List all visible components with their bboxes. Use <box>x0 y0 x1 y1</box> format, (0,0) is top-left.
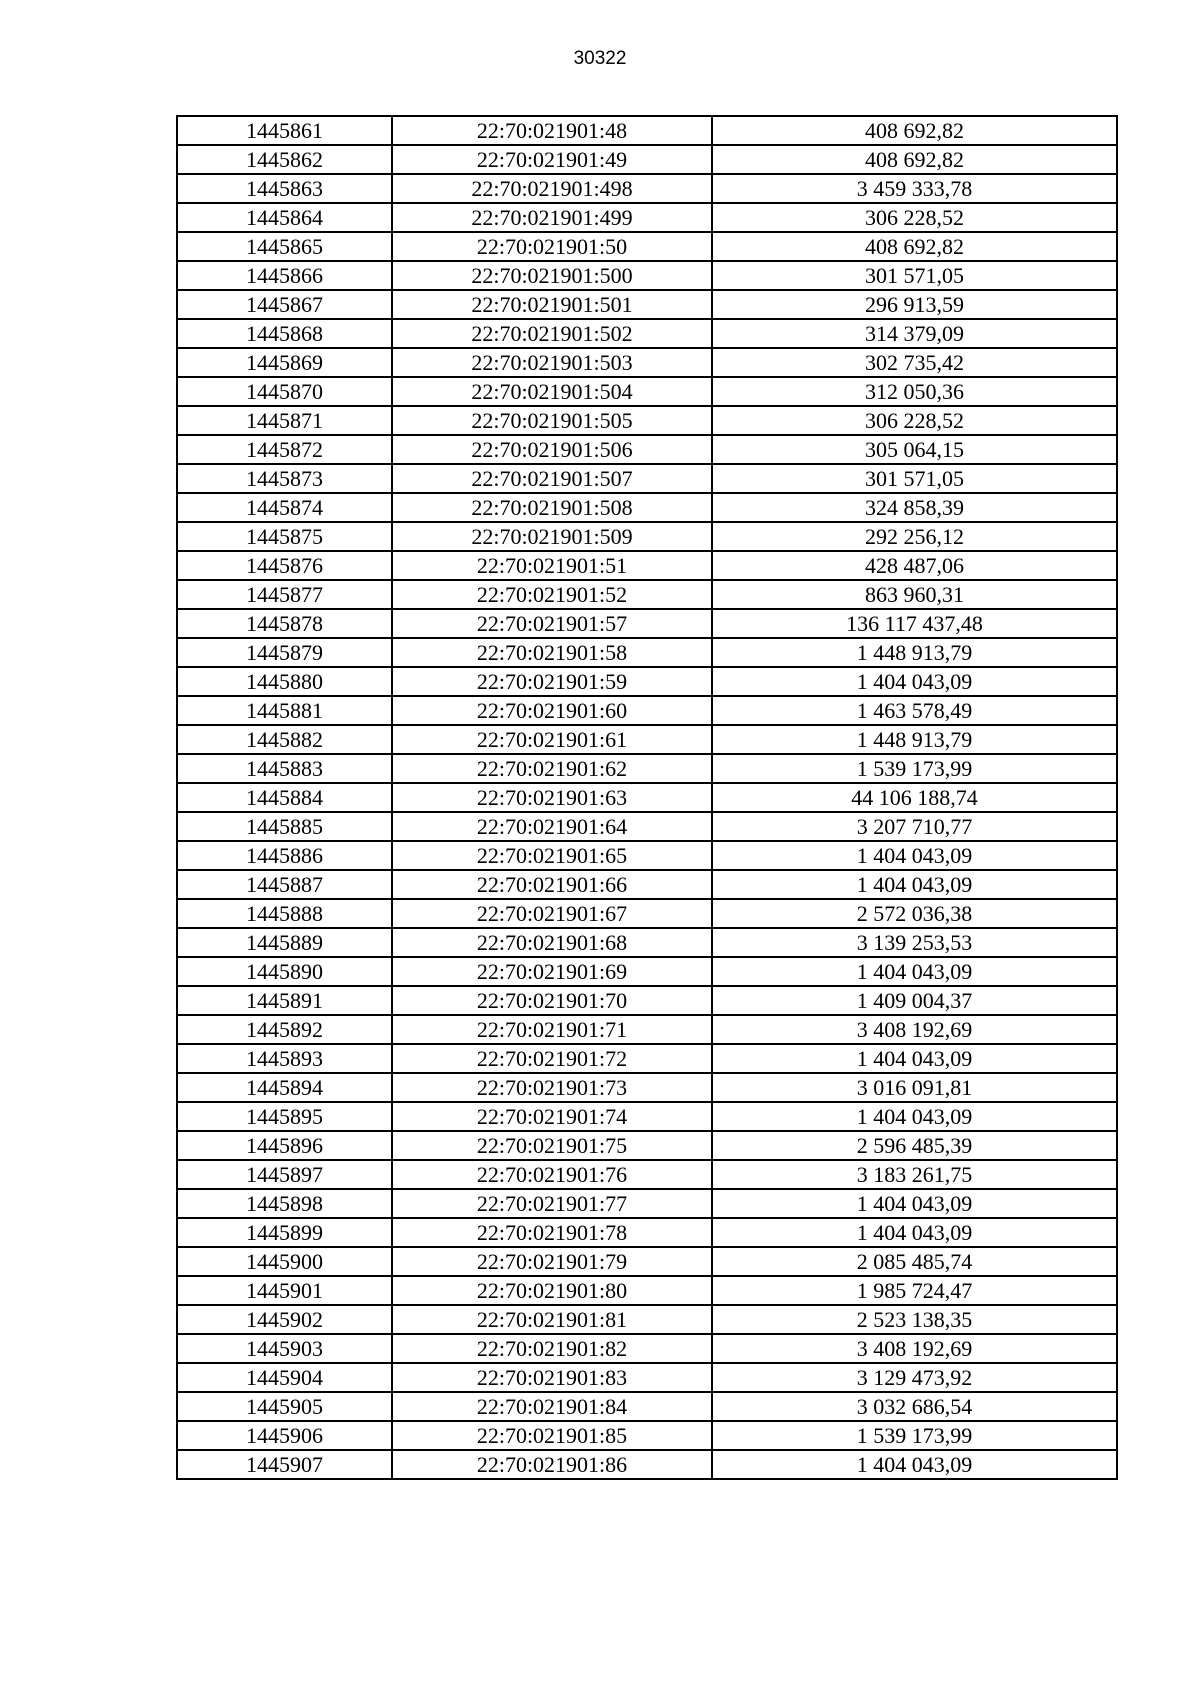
cadastral-number-cell: 22:70:021901:58 <box>392 638 712 667</box>
cadastral-number-cell: 22:70:021901:60 <box>392 696 712 725</box>
cadastral-number-cell: 22:70:021901:500 <box>392 261 712 290</box>
value-cell: 1 404 043,09 <box>712 870 1117 899</box>
table-row <box>177 1392 1117 1421</box>
table-row <box>177 725 1117 754</box>
record-number-cell: 1445865 <box>177 232 392 261</box>
value-cell: 136 117 437,48 <box>712 609 1117 638</box>
record-number-cell: 1445891 <box>177 986 392 1015</box>
value-cell: 1 463 578,49 <box>712 696 1117 725</box>
table-row <box>177 464 1117 493</box>
cadastral-number-cell: 22:70:021901:499 <box>392 203 712 232</box>
value-cell: 324 858,39 <box>712 493 1117 522</box>
record-number-cell: 1445877 <box>177 580 392 609</box>
record-number-cell: 1445900 <box>177 1247 392 1276</box>
table-row <box>177 928 1117 957</box>
record-number-cell: 1445861 <box>177 116 392 145</box>
value-cell: 428 487,06 <box>712 551 1117 580</box>
table-row <box>177 1131 1117 1160</box>
table-row <box>177 1218 1117 1247</box>
table-row <box>177 1073 1117 1102</box>
record-number-cell: 1445898 <box>177 1189 392 1218</box>
value-cell: 301 571,05 <box>712 261 1117 290</box>
record-number-cell: 1445887 <box>177 870 392 899</box>
record-number-cell: 1445895 <box>177 1102 392 1131</box>
cadastral-number-cell: 22:70:021901:79 <box>392 1247 712 1276</box>
value-cell: 3 032 686,54 <box>712 1392 1117 1421</box>
value-cell: 2 523 138,35 <box>712 1305 1117 1334</box>
cadastral-number-cell: 22:70:021901:73 <box>392 1073 712 1102</box>
table-row <box>177 1305 1117 1334</box>
table-row <box>177 406 1117 435</box>
value-cell: 296 913,59 <box>712 290 1117 319</box>
table-row <box>177 232 1117 261</box>
value-cell: 305 064,15 <box>712 435 1117 464</box>
table-row <box>177 1247 1117 1276</box>
value-cell: 408 692,82 <box>712 232 1117 261</box>
record-number-cell: 1445884 <box>177 783 392 812</box>
record-number-cell: 1445901 <box>177 1276 392 1305</box>
value-cell: 301 571,05 <box>712 464 1117 493</box>
value-cell: 3 139 253,53 <box>712 928 1117 957</box>
table-row <box>177 696 1117 725</box>
record-number-cell: 1445902 <box>177 1305 392 1334</box>
table-row <box>177 812 1117 841</box>
cadastral-number-cell: 22:70:021901:51 <box>392 551 712 580</box>
cadastral-number-cell: 22:70:021901:78 <box>392 1218 712 1247</box>
table-row <box>177 899 1117 928</box>
record-number-cell: 1445871 <box>177 406 392 435</box>
table-body <box>177 116 1117 1479</box>
value-cell: 3 408 192,69 <box>712 1015 1117 1044</box>
table-row <box>177 348 1117 377</box>
value-cell: 292 256,12 <box>712 522 1117 551</box>
value-cell: 1 448 913,79 <box>712 725 1117 754</box>
cadastral-number-cell: 22:70:021901:83 <box>392 1363 712 1392</box>
table-row <box>177 1363 1117 1392</box>
value-cell: 1 539 173,99 <box>712 1421 1117 1450</box>
cadastral-number-cell: 22:70:021901:502 <box>392 319 712 348</box>
data-table <box>176 115 1118 1480</box>
record-number-cell: 1445868 <box>177 319 392 348</box>
table-row <box>177 493 1117 522</box>
table-row <box>177 1421 1117 1450</box>
cadastral-number-cell: 22:70:021901:65 <box>392 841 712 870</box>
table-row <box>177 377 1117 406</box>
record-number-cell: 1445869 <box>177 348 392 377</box>
cadastral-number-cell: 22:70:021901:75 <box>392 1131 712 1160</box>
record-number-cell: 1445874 <box>177 493 392 522</box>
record-number-cell: 1445886 <box>177 841 392 870</box>
table-row <box>177 1160 1117 1189</box>
record-number-cell: 1445905 <box>177 1392 392 1421</box>
cadastral-number-cell: 22:70:021901:80 <box>392 1276 712 1305</box>
cadastral-number-cell: 22:70:021901:86 <box>392 1450 712 1479</box>
value-cell: 408 692,82 <box>712 116 1117 145</box>
table-row <box>177 1450 1117 1479</box>
table-row <box>177 957 1117 986</box>
value-cell: 1 404 043,09 <box>712 1044 1117 1073</box>
cadastral-number-cell: 22:70:021901:76 <box>392 1160 712 1189</box>
record-number-cell: 1445867 <box>177 290 392 319</box>
cadastral-number-cell: 22:70:021901:503 <box>392 348 712 377</box>
cadastral-number-cell: 22:70:021901:59 <box>392 667 712 696</box>
table-row <box>177 1015 1117 1044</box>
table-row <box>177 1102 1117 1131</box>
table-row <box>177 667 1117 696</box>
cadastral-number-cell: 22:70:021901:66 <box>392 870 712 899</box>
table-row <box>177 290 1117 319</box>
cadastral-number-cell: 22:70:021901:508 <box>392 493 712 522</box>
value-cell: 1 404 043,09 <box>712 841 1117 870</box>
table-row <box>177 116 1117 145</box>
table-row <box>177 609 1117 638</box>
cadastral-number-cell: 22:70:021901:62 <box>392 754 712 783</box>
table-row <box>177 841 1117 870</box>
record-number-cell: 1445892 <box>177 1015 392 1044</box>
cadastral-number-cell: 22:70:021901:507 <box>392 464 712 493</box>
value-cell: 312 050,36 <box>712 377 1117 406</box>
table-row <box>177 783 1117 812</box>
value-cell: 306 228,52 <box>712 406 1117 435</box>
table-row <box>177 1276 1117 1305</box>
value-cell: 863 960,31 <box>712 580 1117 609</box>
record-number-cell: 1445904 <box>177 1363 392 1392</box>
record-number-cell: 1445870 <box>177 377 392 406</box>
cadastral-number-cell: 22:70:021901:67 <box>392 899 712 928</box>
value-cell: 2 572 036,38 <box>712 899 1117 928</box>
record-number-cell: 1445882 <box>177 725 392 754</box>
record-number-cell: 1445894 <box>177 1073 392 1102</box>
page-number: 30322 <box>573 48 627 69</box>
table-row <box>177 1189 1117 1218</box>
table-row <box>177 1334 1117 1363</box>
record-number-cell: 1445864 <box>177 203 392 232</box>
table-row <box>177 754 1117 783</box>
value-cell: 3 207 710,77 <box>712 812 1117 841</box>
record-number-cell: 1445879 <box>177 638 392 667</box>
cadastral-number-cell: 22:70:021901:509 <box>392 522 712 551</box>
cadastral-number-cell: 22:70:021901:69 <box>392 957 712 986</box>
cadastral-number-cell: 22:70:021901:68 <box>392 928 712 957</box>
cadastral-number-cell: 22:70:021901:72 <box>392 1044 712 1073</box>
cadastral-number-cell: 22:70:021901:505 <box>392 406 712 435</box>
value-cell: 1 404 043,09 <box>712 1102 1117 1131</box>
value-cell: 44 106 188,74 <box>712 783 1117 812</box>
record-number-cell: 1445907 <box>177 1450 392 1479</box>
record-number-cell: 1445893 <box>177 1044 392 1073</box>
record-number-cell: 1445890 <box>177 957 392 986</box>
cadastral-number-cell: 22:70:021901:57 <box>392 609 712 638</box>
cadastral-number-cell: 22:70:021901:501 <box>392 290 712 319</box>
record-number-cell: 1445875 <box>177 522 392 551</box>
record-number-cell: 1445881 <box>177 696 392 725</box>
value-cell: 3 016 091,81 <box>712 1073 1117 1102</box>
value-cell: 1 404 043,09 <box>712 1218 1117 1247</box>
record-number-cell: 1445889 <box>177 928 392 957</box>
table-row <box>177 870 1117 899</box>
cadastral-number-cell: 22:70:021901:77 <box>392 1189 712 1218</box>
cadastral-number-cell: 22:70:021901:52 <box>392 580 712 609</box>
table-row <box>177 319 1117 348</box>
value-cell: 302 735,42 <box>712 348 1117 377</box>
record-number-cell: 1445862 <box>177 145 392 174</box>
cadastral-number-cell: 22:70:021901:71 <box>392 1015 712 1044</box>
record-number-cell: 1445888 <box>177 899 392 928</box>
value-cell: 2 085 485,74 <box>712 1247 1117 1276</box>
record-number-cell: 1445872 <box>177 435 392 464</box>
table-row <box>177 638 1117 667</box>
record-number-cell: 1445899 <box>177 1218 392 1247</box>
value-cell: 306 228,52 <box>712 203 1117 232</box>
cadastral-number-cell: 22:70:021901:506 <box>392 435 712 464</box>
record-number-cell: 1445896 <box>177 1131 392 1160</box>
value-cell: 1 404 043,09 <box>712 1189 1117 1218</box>
value-cell: 3 408 192,69 <box>712 1334 1117 1363</box>
value-cell: 3 459 333,78 <box>712 174 1117 203</box>
cadastral-number-cell: 22:70:021901:81 <box>392 1305 712 1334</box>
cadastral-number-cell: 22:70:021901:49 <box>392 145 712 174</box>
table-row <box>177 435 1117 464</box>
value-cell: 2 596 485,39 <box>712 1131 1117 1160</box>
cadastral-number-cell: 22:70:021901:61 <box>392 725 712 754</box>
value-cell: 1 985 724,47 <box>712 1276 1117 1305</box>
record-number-cell: 1445863 <box>177 174 392 203</box>
value-cell: 408 692,82 <box>712 145 1117 174</box>
cadastral-number-cell: 22:70:021901:74 <box>392 1102 712 1131</box>
record-number-cell: 1445866 <box>177 261 392 290</box>
value-cell: 3 129 473,92 <box>712 1363 1117 1392</box>
table-row <box>177 551 1117 580</box>
record-number-cell: 1445880 <box>177 667 392 696</box>
record-number-cell: 1445873 <box>177 464 392 493</box>
record-number-cell: 1445906 <box>177 1421 392 1450</box>
cadastral-number-cell: 22:70:021901:84 <box>392 1392 712 1421</box>
table-row <box>177 174 1117 203</box>
record-number-cell: 1445883 <box>177 754 392 783</box>
cadastral-number-cell: 22:70:021901:50 <box>392 232 712 261</box>
table-row <box>177 1044 1117 1073</box>
table-row <box>177 145 1117 174</box>
value-cell: 1 404 043,09 <box>712 957 1117 986</box>
cadastral-number-cell: 22:70:021901:48 <box>392 116 712 145</box>
record-number-cell: 1445897 <box>177 1160 392 1189</box>
value-cell: 1 448 913,79 <box>712 638 1117 667</box>
record-number-cell: 1445876 <box>177 551 392 580</box>
cadastral-number-cell: 22:70:021901:70 <box>392 986 712 1015</box>
cadastral-number-cell: 22:70:021901:504 <box>392 377 712 406</box>
value-cell: 314 379,09 <box>712 319 1117 348</box>
value-cell: 1 539 173,99 <box>712 754 1117 783</box>
table-row <box>177 580 1117 609</box>
cadastral-number-cell: 22:70:021901:63 <box>392 783 712 812</box>
cadastral-number-cell: 22:70:021901:64 <box>392 812 712 841</box>
record-number-cell: 1445878 <box>177 609 392 638</box>
table-row <box>177 261 1117 290</box>
cadastral-number-cell: 22:70:021901:82 <box>392 1334 712 1363</box>
table-row <box>177 522 1117 551</box>
table-row <box>177 986 1117 1015</box>
cadastral-number-cell: 22:70:021901:498 <box>392 174 712 203</box>
cadastral-number-cell: 22:70:021901:85 <box>392 1421 712 1450</box>
value-cell: 1 404 043,09 <box>712 1450 1117 1479</box>
record-number-cell: 1445903 <box>177 1334 392 1363</box>
value-cell: 1 409 004,37 <box>712 986 1117 1015</box>
value-cell: 3 183 261,75 <box>712 1160 1117 1189</box>
record-number-cell: 1445885 <box>177 812 392 841</box>
table-row <box>177 203 1117 232</box>
value-cell: 1 404 043,09 <box>712 667 1117 696</box>
